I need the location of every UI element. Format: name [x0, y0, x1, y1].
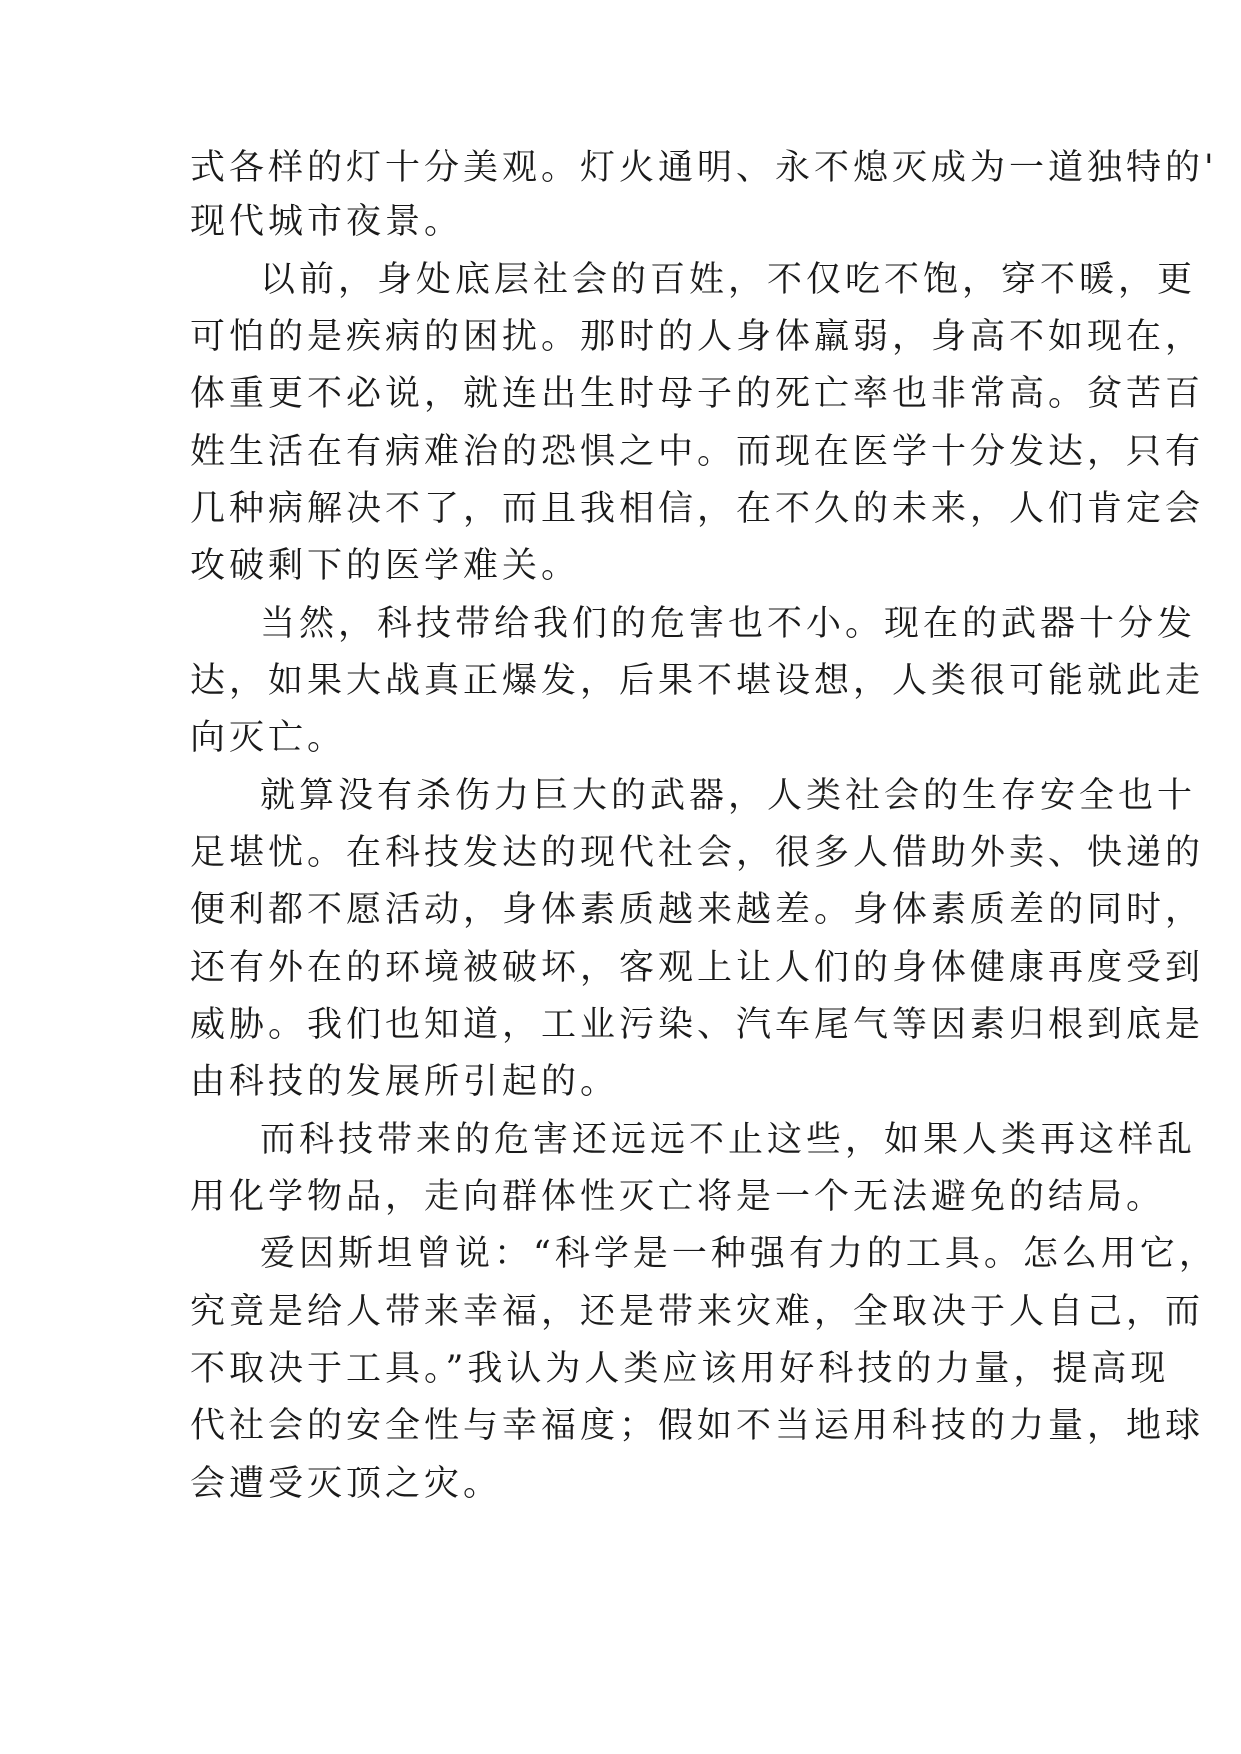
text-line: 攻破剩下的医学难关。	[190, 546, 581, 586]
text-line: 向灭亡。	[190, 718, 347, 758]
text-line: 体重更不必说，就连出生时母子的死亡率也非常高。贫苦百	[190, 374, 1205, 414]
text-line: 代社会的安全性与幸福度；假如不当运用科技的力量，地球	[190, 1406, 1205, 1446]
text-line: 达，如果大战真正爆发，后果不堪设想，人类很可能就此走	[190, 661, 1205, 701]
text-line: 姓生活在有病难治的恐惧之中。而现在医学十分发达，只有	[190, 432, 1205, 472]
text-line: 爱因斯坦曾说：“科学是一种强有力的工具。怎么用它，	[260, 1234, 1218, 1274]
text-line: 以前，身处底层社会的百姓，不仅吃不饱，穿不暖，更	[260, 260, 1197, 300]
text-line: 式各样的灯十分美观。灯火通明、永不熄灭成为一道独特的'	[190, 148, 1218, 188]
text-line: 几种病解决不了，而且我相信，在不久的未来，人们肯定会	[190, 489, 1205, 529]
text-line: 足堪忧。在科技发达的现代社会，很多人借助外卖、快递的	[190, 833, 1205, 873]
text-line: 而科技带来的危害还远远不止这些，如果人类再这样乱	[260, 1120, 1197, 1160]
text-line: 就算没有杀伤力巨大的武器，人类社会的生存安全也十	[260, 776, 1197, 816]
text-line: 便利都不愿活动，身体素质越来越差。身体素质差的同时，	[190, 890, 1205, 930]
text-line: 当然，科技带给我们的危害也不小。现在的武器十分发	[260, 604, 1197, 644]
text-line: 会遭受灭顶之灾。	[190, 1464, 503, 1504]
text-line: 威胁。我们也知道，工业污染、汽车尾气等因素归根到底是	[190, 1005, 1205, 1045]
text-line: 由科技的发展所引起的。	[190, 1062, 620, 1102]
text-line: 现代城市夜景。	[190, 202, 464, 242]
text-line: 究竟是给人带来幸福，还是带来灾难，全取决于人自己，而	[190, 1292, 1205, 1332]
text-line: 用化学物品，走向群体性灭亡将是一个无法避免的结局。	[190, 1177, 1166, 1217]
text-line: 不取决于工具。”我认为人类应该用好科技的力量，提高现	[190, 1349, 1170, 1389]
text-line: 还有外在的环境被破坏，客观上让人们的身体健康再度受到	[190, 948, 1205, 988]
text-line: 可怕的是疾病的困扰。那时的人身体羸弱，身高不如现在，	[190, 317, 1205, 357]
